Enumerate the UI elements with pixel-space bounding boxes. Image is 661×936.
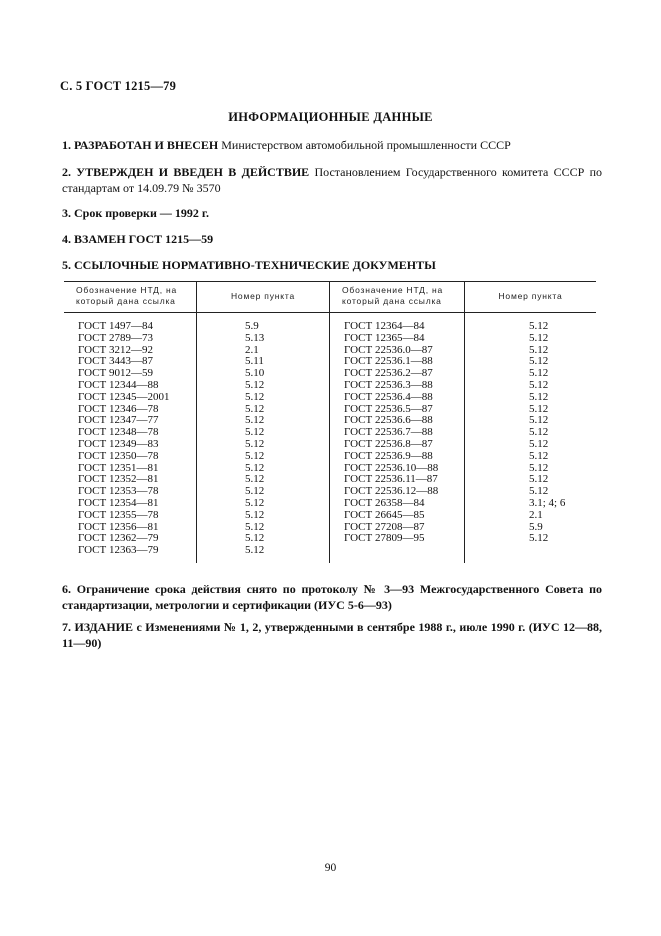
- right-point-column: [465, 313, 597, 563]
- reference-documents-table: [64, 281, 596, 563]
- header-doc-right-line2: который дана ссылка: [342, 296, 442, 306]
- item-5-number: 5.: [62, 258, 71, 272]
- header-doc-right: [330, 282, 465, 313]
- point-number: 5.12: [529, 320, 549, 332]
- item-1: [62, 138, 602, 154]
- point-number: 5.12: [529, 367, 549, 380]
- document-header: С. 5 ГОСТ 1215—79: [60, 79, 177, 93]
- point-number: 5.12: [245, 390, 265, 403]
- ntd-designation: ГОСТ 12352—81: [78, 473, 159, 486]
- ntd-designation: ГОСТ 22536.9—88: [344, 449, 433, 462]
- ntd-designation: ГОСТ 12355—78: [78, 508, 159, 521]
- point-number: 2.1: [529, 508, 543, 521]
- item-2-text: Постановлением Государственного комитета СССР по стандартам от 14.09.79 № 3570: [62, 165, 603, 195]
- point-number: 5.12: [529, 485, 549, 498]
- left-point-column: [197, 313, 330, 563]
- item-7: [62, 620, 602, 651]
- ntd-designation: ГОСТ 1497—84: [78, 320, 153, 332]
- item-7-number: 7.: [62, 620, 71, 634]
- point-number: 5.12: [245, 485, 265, 498]
- point-number: 5.12: [529, 449, 549, 462]
- point-number: 5.12: [245, 508, 265, 521]
- ntd-designation: ГОСТ 12365—84: [344, 331, 425, 344]
- ntd-designation: ГОСТ 22536.1—88: [344, 355, 433, 368]
- ntd-designation: ГОСТ 27809—95: [344, 532, 425, 545]
- left-doc-column: [64, 313, 197, 563]
- point-number: 5.11: [245, 355, 264, 368]
- point-number: 5.12: [529, 378, 549, 391]
- ntd-designation: ГОСТ 3212—92: [78, 343, 153, 356]
- point-number: 5.12: [245, 496, 265, 509]
- ntd-designation: ГОСТ 12354—81: [78, 496, 159, 509]
- ntd-designation: ГОСТ 12347—77: [78, 414, 159, 427]
- ntd-designation: ГОСТ 22536.3—88: [344, 378, 433, 391]
- item-6-text: Ограничение срока действия снято по протоколу № 3—93 Межгосударственного Совета по стандартизации, метрологии и сертификации (ИУС 5-6—93): [62, 582, 602, 612]
- point-number: 5.12: [245, 414, 265, 427]
- ntd-designation: ГОСТ 27208—87: [344, 520, 425, 533]
- item-4-heading: ВЗАМЕН ГОСТ 1215—59: [74, 232, 214, 246]
- ntd-designation: ГОСТ 12348—78: [78, 426, 159, 439]
- table-body-row: [64, 313, 596, 563]
- ntd-designation: ГОСТ 22536.8—87: [344, 437, 433, 450]
- point-number: 5.12: [529, 343, 549, 356]
- header-doc-left: [64, 282, 197, 313]
- point-number: 5.12: [245, 532, 265, 545]
- header-doc-left-line1: Обозначение НТД, на: [76, 285, 178, 295]
- item-2: [62, 165, 602, 196]
- ntd-designation: ГОСТ 2789—73: [78, 331, 153, 344]
- header-doc-right-line1: Обозначение НТД, на: [342, 285, 444, 295]
- ntd-designation: ГОСТ 22536.11—87: [344, 473, 438, 486]
- point-number: 5.9: [529, 520, 543, 533]
- ntd-designation: ГОСТ 12363—79: [78, 544, 159, 557]
- point-number: 5.12: [245, 461, 265, 474]
- ntd-designation: ГОСТ 12362—79: [78, 532, 159, 545]
- header-doc-left-line2: который дана ссылка: [76, 296, 176, 306]
- point-number: 5.12: [529, 355, 549, 368]
- point-number: 5.12: [529, 437, 549, 450]
- item-5-heading: ССЫЛОЧНЫЕ НОРМАТИВНО-ТЕХНИЧЕСКИЕ ДОКУМЕНТЫ: [74, 258, 436, 272]
- point-number: 5.12: [529, 390, 549, 403]
- point-number: 5.9: [245, 320, 259, 332]
- item-2-number: 2.: [62, 165, 71, 179]
- ntd-designation: ГОСТ 12353—78: [78, 485, 159, 498]
- item-6: [62, 582, 602, 613]
- point-number: 5.12: [529, 402, 549, 415]
- ntd-designation: ГОСТ 26645—85: [344, 508, 425, 521]
- ntd-designation: ГОСТ 22536.12—88: [344, 485, 439, 498]
- ntd-designation: ГОСТ 22536.4—88: [344, 390, 433, 403]
- point-number: 5.13: [245, 331, 265, 344]
- point-number: 5.12: [529, 426, 549, 439]
- item-1-text: Министерством автомобильной промышленности СССР: [221, 138, 511, 152]
- point-number: 2.1: [245, 343, 259, 356]
- ntd-designation: ГОСТ 22536.5—87: [344, 402, 433, 415]
- point-number: 5.12: [245, 473, 265, 486]
- ntd-designation: ГОСТ 12344—88: [78, 378, 159, 391]
- point-number: 5.12: [245, 426, 265, 439]
- point-number: 5.12: [245, 544, 265, 557]
- ntd-designation: ГОСТ 22536.10—88: [344, 461, 439, 474]
- item-6-number: 6.: [62, 582, 71, 596]
- point-number: 5.10: [245, 367, 265, 380]
- item-3: [62, 206, 602, 222]
- ntd-designation: ГОСТ 12364—84: [344, 320, 425, 332]
- point-number: 3.1; 4; 6: [529, 496, 566, 509]
- item-2-heading: УТВЕРЖДЕН И ВВЕДЕН В ДЕЙСТВИЕ: [76, 165, 310, 179]
- header-point-left: Номер пункта: [197, 282, 330, 313]
- ntd-designation: ГОСТ 22536.2—87: [344, 367, 433, 380]
- point-number: 5.12: [529, 532, 549, 545]
- point-number: 5.12: [245, 437, 265, 450]
- ntd-designation: ГОСТ 3443—87: [78, 355, 153, 368]
- item-4-number: 4.: [62, 232, 71, 246]
- point-number: 5.12: [529, 473, 549, 486]
- ntd-designation: ГОСТ 12345—2001: [78, 390, 170, 403]
- ntd-designation: ГОСТ 12349—83: [78, 437, 159, 450]
- item-1-heading: РАЗРАБОТАН И ВНЕСЕН: [74, 138, 219, 152]
- ntd-designation: ГОСТ 22536.0—87: [344, 343, 433, 356]
- ntd-designation: ГОСТ 12350—78: [78, 449, 159, 462]
- table-header-row: [64, 282, 596, 313]
- ntd-designation: ГОСТ 22536.6—88: [344, 414, 433, 427]
- ntd-designation: ГОСТ 12346—78: [78, 402, 159, 415]
- item-3-text: Срок проверки — 1992 г.: [74, 206, 209, 220]
- point-number: 5.12: [529, 414, 549, 427]
- ntd-designation: ГОСТ 26358—84: [344, 496, 425, 509]
- ntd-designation: ГОСТ 22536.7—88: [344, 426, 433, 439]
- point-number: 5.12: [245, 378, 265, 391]
- point-number: 5.12: [245, 520, 265, 533]
- point-number: 5.12: [245, 449, 265, 462]
- item-7-heading: ИЗДАНИЕ: [74, 620, 133, 634]
- item-3-number: 3.: [62, 206, 71, 220]
- point-number: 5.12: [245, 402, 265, 415]
- item-1-number: 1.: [62, 138, 71, 152]
- item-4: [62, 232, 602, 248]
- point-number: 5.12: [529, 461, 549, 474]
- ntd-designation: ГОСТ 9012—59: [78, 367, 153, 380]
- ntd-designation: ГОСТ 12351—81: [78, 461, 159, 474]
- ntd-designation: ГОСТ 12356—81: [78, 520, 159, 533]
- item-7-text: с Изменениями № 1, 2, утвержденными в сентябре 1988 г., июле 1990 г. (ИУС 12—88, 11—90): [62, 620, 602, 650]
- point-number: 5.12: [529, 331, 549, 344]
- header-point-right: Номер пункта: [465, 282, 597, 313]
- page-number: 90: [324, 862, 337, 874]
- right-doc-column: [330, 313, 465, 563]
- section-title: ИНФОРМАЦИОННЫЕ ДАННЫЕ: [228, 110, 433, 124]
- item-5: [62, 258, 602, 274]
